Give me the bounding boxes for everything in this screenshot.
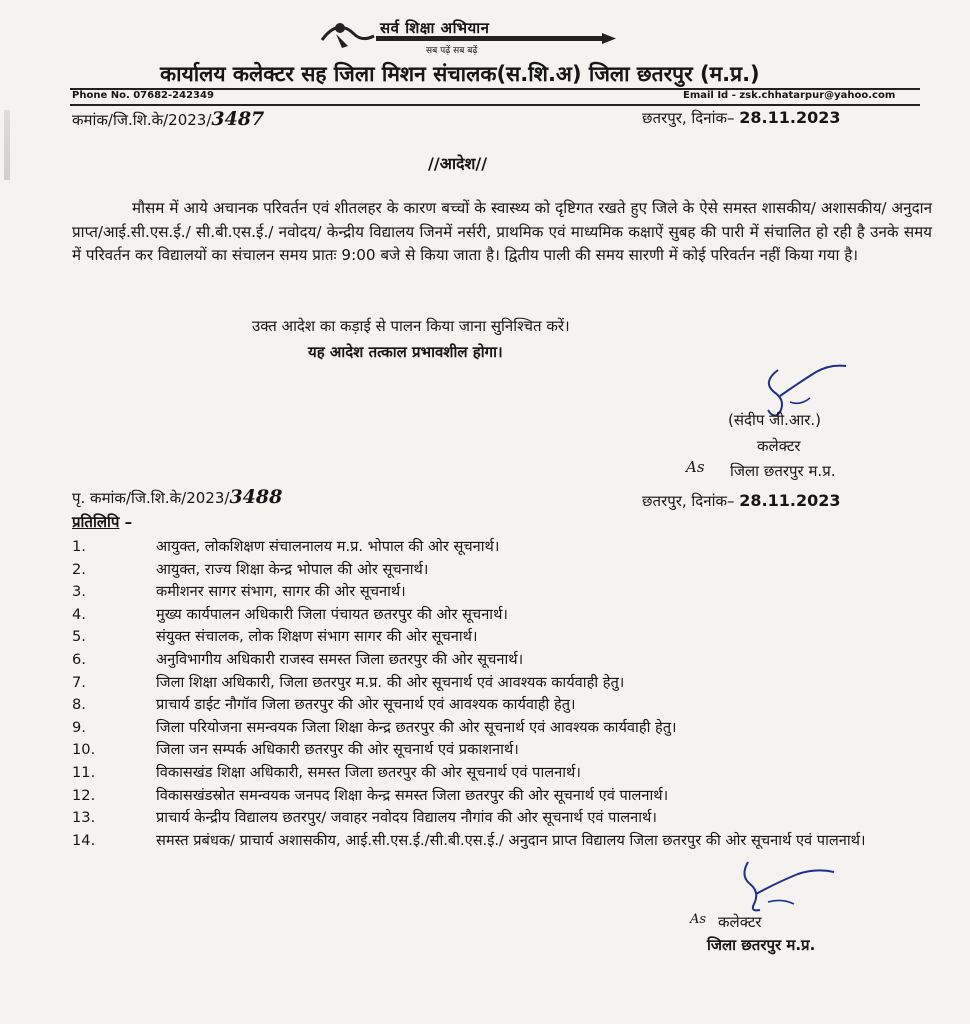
copy-to-item-number: 2. bbox=[72, 560, 86, 578]
copy-to-item bbox=[72, 830, 932, 853]
copy-to-heading bbox=[72, 512, 132, 532]
collector-name: (संदीप जी.आर.) bbox=[728, 411, 821, 429]
copy-to-item bbox=[72, 739, 932, 762]
copy-to-label: प्रतिलिपि bbox=[72, 513, 120, 531]
copy-to-item-text: मुख्य कार्यपालन अधिकारी जिला पंचायत छतरपुर की ओर सूचनार्थ। bbox=[156, 605, 508, 623]
sarva-shiksha-abhiyan-logo bbox=[318, 12, 618, 56]
copy-to-item-number: 10. bbox=[72, 741, 96, 759]
copy-to-item bbox=[72, 604, 932, 627]
issue-date: 28.11.2023 bbox=[739, 108, 841, 127]
copy-to-suffix: – bbox=[119, 513, 133, 531]
copy-to-item-text: संयुक्त संचालक, लोक शिक्षण संभाग सागर की ओर सूचनार्थ। bbox=[156, 628, 478, 646]
reference-number: 3487 bbox=[211, 108, 265, 130]
copy-to-item-number: 11. bbox=[72, 763, 96, 781]
closing-signature bbox=[738, 858, 838, 918]
endorsement-date-line bbox=[642, 491, 840, 511]
order-heading: //आदेश// bbox=[428, 154, 488, 173]
closing-designation: कलेक्टर bbox=[718, 913, 762, 931]
scan-edge-shadow bbox=[4, 110, 10, 180]
endorsement-date-prefix: छतरपुर, दिनांक– bbox=[642, 492, 735, 510]
copy-to-item bbox=[72, 785, 932, 808]
closing-office: जिला छतरपुर म.प्र. bbox=[707, 936, 816, 954]
copy-to-item bbox=[72, 807, 932, 830]
endorsement-date: 28.11.2023 bbox=[739, 491, 841, 510]
copy-to-item-text: आयुक्त, लोकशिक्षण संचालनालय म.प्र. भोपाल की ओर सूचनार्थ। bbox=[156, 538, 500, 555]
copy-to-item-number: 8. bbox=[72, 696, 86, 714]
phone-number: Phone No. 07682-242349 bbox=[72, 90, 214, 101]
logo-text: सर्व शिक्षा अभियान bbox=[380, 19, 490, 37]
copy-to-item-text: विकासखंडस्रोत समन्वयक जनपद शिक्षा केन्द्र समस्त जिला छतरपुर की ओर सूचनार्थ एवं पालनार्थ। bbox=[156, 786, 669, 804]
collector-office: जिला छतरपुर म.प्र. bbox=[730, 462, 836, 480]
header-rule-bottom bbox=[70, 104, 920, 106]
office-title: कार्यालय कलेक्टर सह जिला मिशन संचालक(स.शि.अ) जिला छतरपुर (म.प्र.) bbox=[160, 62, 760, 86]
endorsement-reference bbox=[72, 486, 282, 508]
reference-prefix: कमांक/जि.शि.के/2023/ bbox=[72, 111, 212, 129]
compliance-line: उक्त आदेश का कड़ाई से पालन किया जाना सुनिश्चित करें। bbox=[252, 317, 570, 335]
copy-to-item-text: विकासखंड शिक्षा अधिकारी, समस्त जिला छतरपुर की ओर सूचनार्थ एवं पालनार्थ। bbox=[156, 763, 581, 781]
copy-to-item bbox=[72, 694, 932, 717]
effective-line: यह आदेश तत्काल प्रभावशील होगा। bbox=[308, 343, 503, 361]
copy-to-item bbox=[72, 626, 932, 649]
copy-to-item bbox=[72, 672, 932, 695]
copy-to-item-text: जिला जन सम्पर्क अधिकारी छतरपुर की ओर सूचनार्थ एवं प्रकाशनार्थ। bbox=[156, 741, 519, 759]
copy-to-item-text: अनुविभागीय अधिकारी राजस्व समस्त जिला छतरपुर की ओर सूचनार्थ। bbox=[156, 650, 524, 668]
copy-to-item-number: 7. bbox=[72, 673, 86, 691]
copy-to-item bbox=[72, 717, 932, 740]
copy-to-item-text: प्राचार्य डाईट नौगॉव जिला छतरपुर की ओर सूचनार्थ एवं आवश्यक कार्यवाही हेतु। bbox=[156, 696, 576, 714]
copy-to-item-number: 14. bbox=[72, 831, 96, 849]
copy-to-item-number: 4. bbox=[72, 605, 86, 623]
copy-to-item bbox=[72, 762, 932, 785]
endorsement-reference-number: 3488 bbox=[229, 486, 283, 508]
copy-to-item-number: 3. bbox=[72, 583, 86, 601]
endorsement-reference-prefix: पृ. कमांक/जि.शि.के/2023/ bbox=[72, 489, 230, 507]
copy-to-item-text: समस्त प्रबंधक/ प्राचार्य अशासकीय, आई.सी.एस.ई./सी.बी.एस.ई./ अनुदान प्राप्त विद्यालय जिला छतरपुर की ओर सूचनार्थ एवं पालनार्थ। bbox=[156, 831, 866, 849]
copy-to-item bbox=[72, 581, 932, 604]
reference-line bbox=[72, 108, 264, 130]
copy-to-item bbox=[72, 559, 932, 582]
logo-tagline: सब पढ़ें सब बढ़ें bbox=[426, 46, 478, 56]
copy-to-item-number: 1. bbox=[72, 538, 86, 555]
copy-to-item bbox=[72, 536, 932, 559]
date-line bbox=[642, 108, 840, 128]
copy-to-item bbox=[72, 649, 932, 672]
copy-to-item-number: 6. bbox=[72, 650, 86, 668]
collector-designation: कलेक्टर bbox=[757, 437, 801, 455]
copy-to-item-text: कमीशनर सागर संभाग, सागर की ओर सूचनार्थ। bbox=[156, 583, 406, 601]
copy-to-item-text: आयुक्त, राज्य शिक्षा केन्द्र भोपाल की ओर सूचनार्थ। bbox=[156, 560, 429, 578]
closing-as-mark: As bbox=[690, 912, 707, 927]
copy-to-item-number: 13. bbox=[72, 809, 96, 827]
order-body: मौसम में आये अचानक परिवर्तन एवं शीतलहर के कारण बच्चों के स्वास्थ्य को दृष्टिगत रखते हुए जिले के ऐसे समस्त शासकीय/ अशासकीय/ अनुदान प्राप्त/आई.सी.एस.ई./ सी.बी.एस.ई./ नवोदय/ केन्द्रीय विद्यालय जिनमें नर्सरी, प्राथमिक एवं माध्यमिक कक्षाऐं सुबह की पारी में संचालित हो रही है उनके समय में परिवर्तन कर विद्यालयों का संचालन समय प्रातः 9:00 बजे से किया जाता है। द्वितीय पाली की समय सारणी में कोई परिवर्तन नहीं किया गया है। bbox=[72, 199, 932, 264]
copy-to-item-number: 5. bbox=[72, 628, 86, 646]
email-address: Email Id - zsk.chhatarpur@yahoo.com bbox=[683, 90, 896, 101]
copy-to-list bbox=[72, 536, 932, 852]
copy-to-item-number: 9. bbox=[72, 718, 86, 736]
copy-to-item-text: प्राचार्य केन्द्रीय विद्यालय छतरपुर/ जवाहर नवोदय विद्यालय नौगांव की ओर सूचनार्थ एवं पालनार्थ। bbox=[156, 809, 657, 827]
copy-to-item-number: 12. bbox=[72, 786, 96, 804]
date-prefix: छतरपुर, दिनांक– bbox=[642, 109, 735, 127]
copy-to-item-text: जिला परियोजना समन्वयक जिला शिक्षा केन्द्र छतरपुर की ओर सूचनार्थ एवं आवश्यक कार्यवाही हेतु। bbox=[156, 718, 677, 736]
as-mark: As bbox=[686, 458, 705, 476]
copy-to-item-text: जिला शिक्षा अधिकारी, जिला छतरपुर म.प्र. की ओर सूचनार्थ एवं आवश्यक कार्यवाही हेतु। bbox=[156, 673, 625, 691]
